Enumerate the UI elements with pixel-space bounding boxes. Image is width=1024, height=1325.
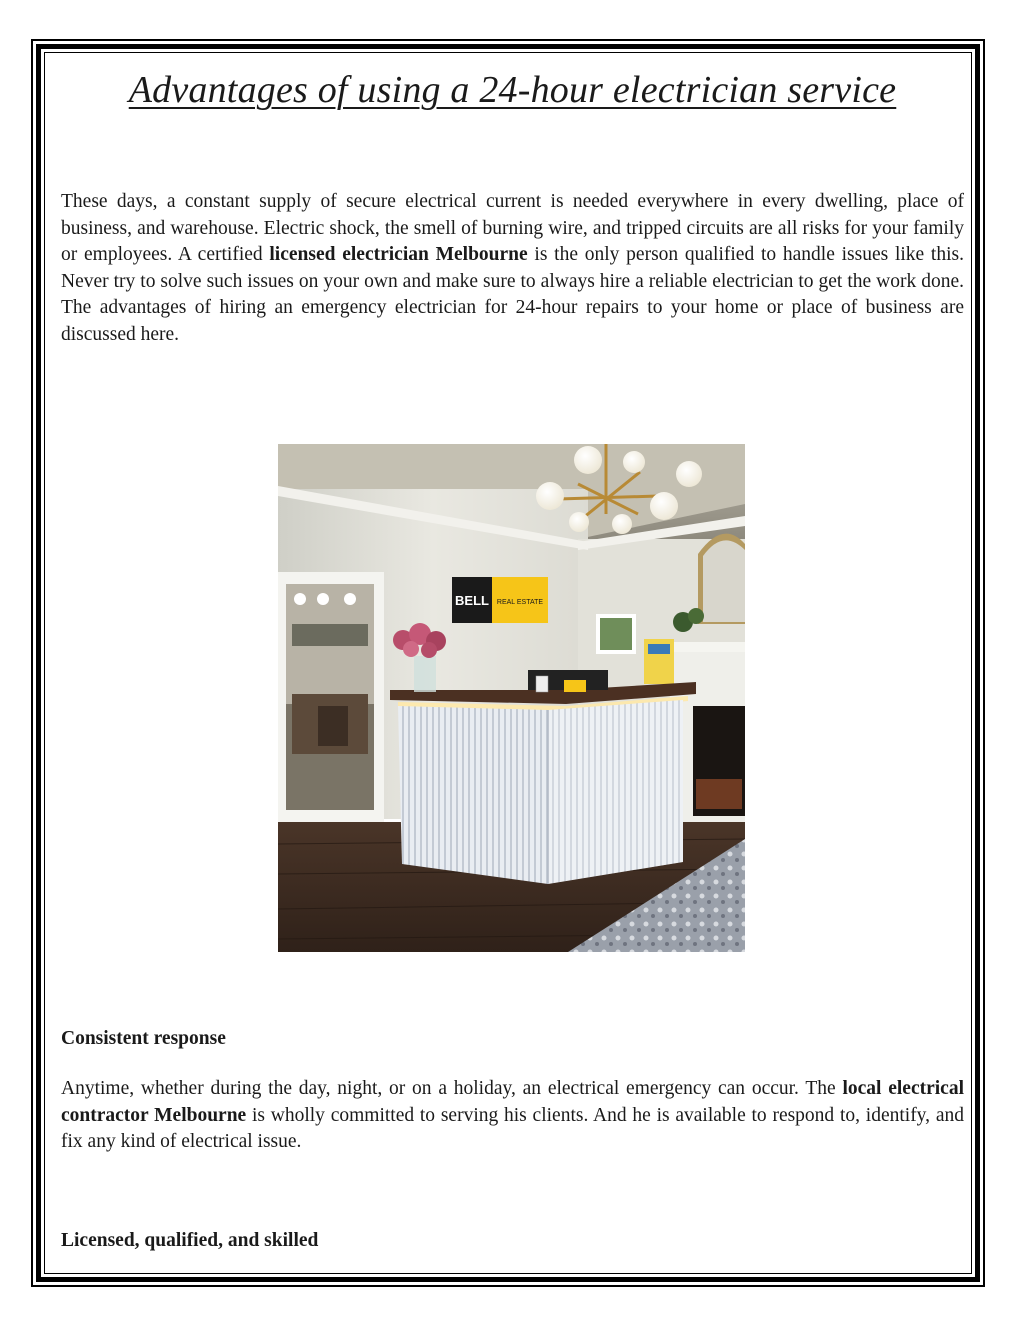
sign-brand-text: BELL: [455, 593, 489, 608]
licensed-electrician-keyword: licensed electrician Melbourne: [269, 244, 528, 265]
section-heading-consistent-response: Consistent response: [61, 1028, 226, 1049]
section1-text-2: is wholly committed to serving his clients. And he is available to respond to, identify, and fix any kind of electrical issue.: [61, 1104, 964, 1152]
section-heading-licensed: Licensed, qualified, and skilled: [61, 1230, 319, 1251]
document-content: [61, 64, 964, 1251]
intro-paragraph: [61, 189, 964, 348]
intro-text-1: These days, a constant supply of secure electrical current is needed everywhere in every dwelling, place of business, and warehouse. Electric shock, the smell of burning wire, and tripped circuits are all risks for your family or employees. A certified: [61, 191, 964, 265]
section-paragraph-consistent-response: [61, 1076, 964, 1156]
section1-text-1: Anytime, whether during the day, night, or on a holiday, an electrical emergency can occur. The: [61, 1078, 843, 1099]
sign-sub-text: REAL ESTATE: [496, 599, 544, 606]
reception-desk-photo: [278, 444, 745, 952]
local-contractor-keyword: local electrical contractor Melbourne: [61, 1078, 964, 1126]
document-title: Advantages of using a 24-hour electrician service: [128, 69, 897, 111]
intro-text-2: is the only person qualified to handle issues like this. Never try to solve such issues on your own and make sure to always hire a reliable electrician to get the work done. The advantages of hiring an emergency electrician for 24-hour repairs to your home or place of business are discussed here.: [61, 244, 964, 345]
